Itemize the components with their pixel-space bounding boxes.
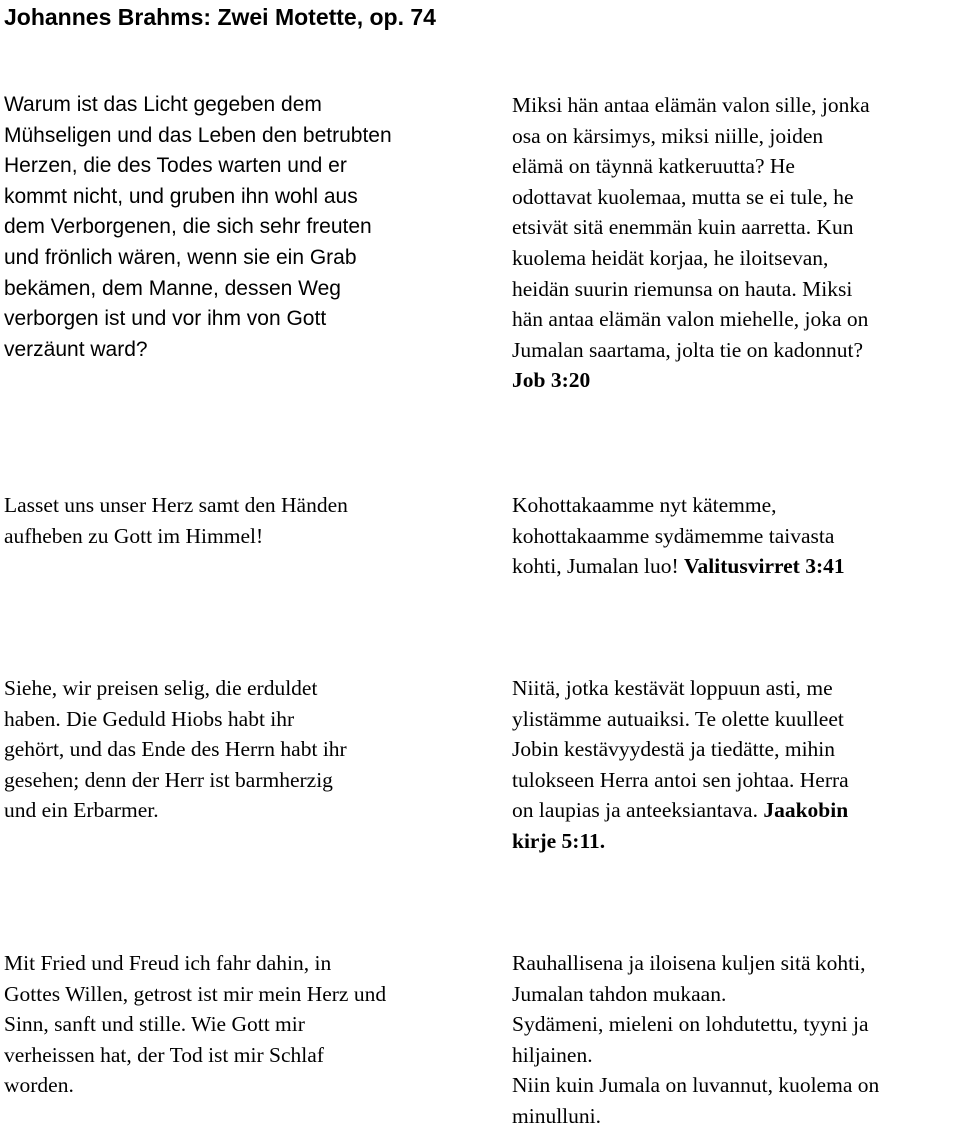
bible-reference-1: Job 3:20 — [512, 368, 591, 393]
finnish-body-3: Niitä, jotka kestävät loppuun asti, me ylistämme autuaiksi. Te olette kuulleet Jobin kestävyydestä ja tiedätte, mihin tulokseen Herra antoi sen johtaa. Herra on laupias ja anteeksiantava. — [512, 676, 849, 823]
finnish-body-2: Kohottakaamme nyt kätemme, kohottakaamme sydämemme taivasta kohti, Jumalan luo! — [512, 493, 835, 579]
german-text-4: Mit Fried und Freud ich fahr dahin, in Gottes Willen, getrost ist mir mein Herz und Sinn, sanft und stille. Wie Gott mir verheissen hat, der Tod ist mir Schlaf worden. — [4, 951, 387, 1098]
german-text-2: Lasset uns unser Herz samt den Händen aufheben zu Gott im Himmel! — [4, 493, 348, 548]
finnish-text-4: Rauhallisena ja iloisena kuljen sitä kohti, Jumalan tahdon mukaan. Sydämeni, mieleni on lohdutettu, tyyni ja hiljainen. Niin kuin Jumala on luvannut, kuolema on minulluni. — [512, 951, 880, 1128]
german-text-1: Warum ist das Licht gegeben dem Mühseligen und das Leben den betrubten Herzen, die des Todes warten und er kommt nicht, und gruben ihn wohl aus dem Verborgenen, die sich sehr freuten und frönlich wären, wenn sie ein Grab bekämen, dem Manne, dessen Weg verborgen ist und vor ihm von Gott verzäunt ward? — [4, 93, 392, 361]
finnish-text-3 — [512, 673, 958, 857]
finnish-text-2 — [512, 490, 958, 582]
bible-reference-3: Jaakobin kirje 5:11. — [512, 798, 849, 853]
page-title: Johannes Brahms: Zwei Motette, op. 74 — [4, 4, 436, 30]
finnish-body-1: Miksi hän antaa elämän valon sille, jonka osa on kärsimys, miksi niille, joiden elämä on täynnä katkeruutta? He odottavat kuolemaa, mutta se ei tule, he etsivät sitä enemmän kuin aarretta. Kun kuolema heidät korjaa, he iloitsevan, heidän suurin riemunsa on hauta. Miksi hän antaa elämän valon miehelle, joka on Jumalan saartama, jolta tie on kadonnut? — [512, 93, 870, 362]
bible-reference-2: Valitusvirret 3:41 — [683, 554, 845, 579]
german-text-3: Siehe, wir preisen selig, die erduldet haben. Die Geduld Hiobs habt ihr gehört, und das Ende des Herrn habt ihr gesehen; denn der Herr ist barmherzig und ein Erbarmer. — [4, 676, 347, 823]
finnish-text-1 — [512, 90, 958, 396]
